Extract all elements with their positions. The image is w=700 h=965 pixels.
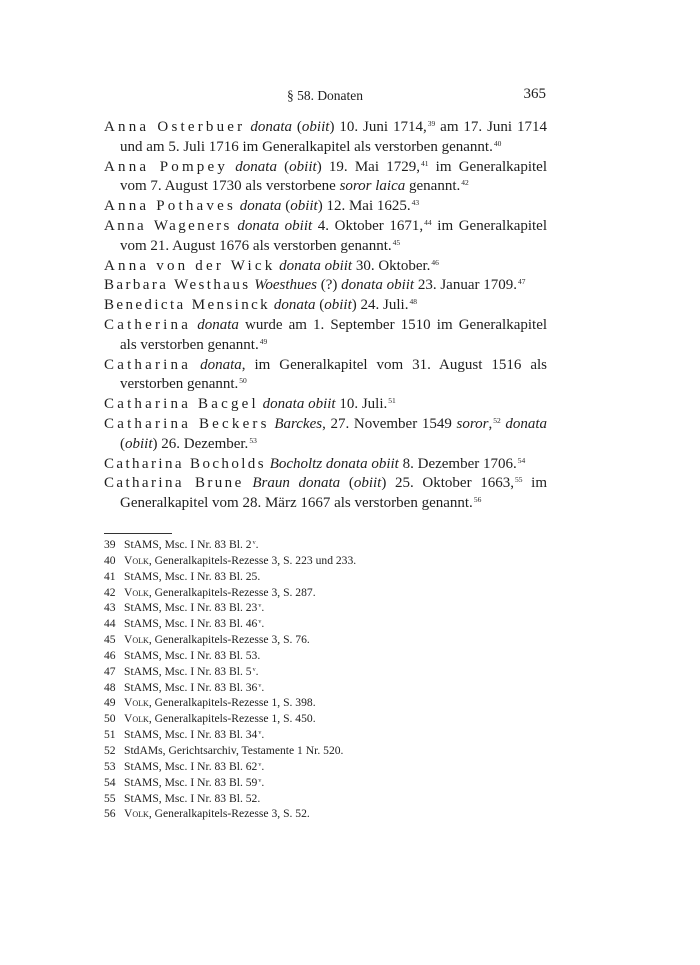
italic-term: obiit — [301, 119, 330, 135]
text-run: , 27. November 1549 — [322, 415, 457, 432]
italic-term: Braun donata — [252, 475, 341, 492]
italic-term: donata — [197, 316, 239, 333]
footnote-ref: 42 — [461, 178, 469, 188]
text-run: , im Generalkapitel vom 31. August 1516 als verstorben genannt. — [120, 356, 547, 393]
italic-term: donata obiit — [279, 257, 353, 274]
text-run — [191, 357, 200, 373]
footnote-ref: 50 — [239, 376, 247, 386]
footnote — [104, 806, 547, 822]
text-run: , Generalkapitels-Rezesse 1, S. 450. — [148, 712, 316, 726]
italic-term: Bocholtz donata obiit — [269, 455, 399, 472]
footnote — [104, 680, 547, 696]
footnote — [104, 553, 547, 569]
text-run: ( — [120, 435, 125, 452]
footnote — [104, 569, 547, 585]
footnote-ref: 40 — [493, 138, 502, 148]
author-name: Volk — [124, 553, 149, 567]
author-name: Volk — [124, 585, 149, 599]
footnote-separator — [104, 533, 172, 534]
text-run: , Generalkapitels-Rezesse 3, S. 76. — [148, 633, 310, 647]
footnote-number: 44 — [104, 617, 116, 631]
text-run: im Generalkapitel vom 21. August 1676 als verstorben genannt. — [120, 217, 548, 254]
entry — [104, 257, 547, 277]
entry-name: Catharina Bocholds — [104, 455, 266, 472]
entry-name: Catherina — [104, 316, 192, 333]
footnote — [104, 759, 547, 775]
entry — [104, 474, 547, 514]
text-run: 10. Juli. — [335, 396, 388, 413]
footnote-ref: 45 — [392, 237, 401, 247]
text-run: StAMS, Msc. I Nr. 83 Bl. 34 — [124, 728, 258, 742]
text-run: ) 25. Oktober 1663, — [381, 475, 514, 492]
text-run: 8. Dezember 1706. — [398, 455, 517, 472]
entry-name: Catharina — [104, 356, 192, 373]
text-run: StAMS, Msc. I Nr. 83 Bl. 53. — [124, 648, 261, 662]
footnote-number: 53 — [104, 759, 116, 773]
italic-term: donata — [200, 356, 242, 373]
footnote-number: 46 — [104, 648, 116, 662]
footnote-ref: 55 — [515, 475, 523, 485]
page-header — [104, 86, 546, 106]
footnote-ref: 54 — [517, 455, 526, 465]
text-run: . — [261, 775, 265, 789]
italic-term: obiit — [125, 435, 153, 452]
text-run: . — [261, 728, 265, 742]
footnote-number: 47 — [104, 664, 116, 678]
text-run: ) 19. Mai 1729, — [316, 158, 420, 175]
italic-term: obiit — [353, 475, 382, 492]
text-run: ) 12. Mai 1625. — [317, 198, 411, 215]
footnote-ref: 52 — [493, 415, 501, 425]
footnote-ref: v — [258, 682, 262, 689]
text-run: StAMS, Msc. I Nr. 83 Bl. 23 — [124, 601, 258, 615]
text-run: 23. Januar 1709. — [414, 277, 517, 294]
footnote-ref: 39 — [427, 119, 436, 128]
entry-name: Anna von der Wick — [104, 257, 276, 274]
text-run: , Generalkapitels-Rezesse 3, S. 287. — [148, 585, 316, 599]
text-run: ) 26. Dezember. — [152, 435, 249, 452]
italic-term: donata — [505, 415, 548, 432]
text-run: StAMS, Msc. I Nr. 83 Bl. 2 — [124, 538, 252, 551]
entry-list — [104, 118, 547, 514]
text-run: ( — [281, 198, 291, 215]
italic-term: donata — [250, 119, 292, 135]
footnote-number: 40 — [104, 553, 116, 567]
text-run: im Generalkapitel vom 28. März 1667 als verstorben genannt. — [120, 475, 548, 512]
entry-name: Catharina Beckers — [104, 415, 270, 432]
entry-name: Catharina Brune — [104, 475, 244, 492]
text-run: StAMS, Msc. I Nr. 83 Bl. 62 — [124, 759, 258, 773]
footnote-number: 41 — [104, 569, 116, 583]
footnote-ref: v — [252, 540, 256, 546]
entry — [104, 276, 547, 296]
text-run — [244, 475, 253, 491]
text-run: StAMS, Msc. I Nr. 83 Bl. 25. — [124, 569, 261, 583]
entry-name: Anna Osterbuer — [104, 119, 246, 135]
italic-term: soror laica — [339, 178, 406, 195]
footnote — [104, 727, 547, 743]
text-run: ( — [291, 119, 302, 135]
footnote-ref: v — [258, 619, 262, 626]
footnote-ref: v — [258, 603, 262, 610]
italic-term: donata — [239, 198, 282, 215]
footnote — [104, 791, 547, 807]
italic-term: soror — [456, 415, 489, 432]
footnote-number: 49 — [104, 696, 116, 710]
entry-name: Barbara Westhaus — [104, 277, 251, 294]
italic-term: donata — [235, 158, 277, 175]
text-run: StAMS, Msc. I Nr. 83 Bl. 46 — [124, 617, 258, 631]
italic-term: donata obiit — [237, 217, 313, 234]
author-name: Volk — [124, 712, 149, 726]
footnote-ref: 41 — [420, 158, 429, 168]
entry — [104, 158, 547, 198]
entry — [104, 217, 547, 257]
footnote — [104, 537, 547, 553]
footnote-list — [104, 537, 547, 822]
text-run: wurde am 1. September 1510 im Generalkapitel als verstorben genannt. — [120, 316, 548, 353]
entry-name: Anna Pompey — [104, 158, 229, 175]
footnote-ref: v — [258, 777, 262, 784]
footnote-number: 52 — [104, 743, 116, 757]
text-run: ( — [315, 297, 325, 314]
footnote-ref: 53 — [249, 435, 257, 445]
text-run: . — [255, 538, 259, 551]
italic-term: donata — [273, 297, 316, 314]
text-run: , — [488, 415, 493, 432]
text-run: im Generalkapitel vom 7. August 1730 als verstorbene — [120, 158, 548, 195]
footnote-ref: 56 — [473, 495, 482, 505]
footnote-number: 54 — [104, 775, 116, 789]
footnote-ref: 47 — [517, 277, 526, 287]
text-run: , Generalkapitels-Rezesse 1, S. 398. — [148, 696, 316, 710]
footnote-number: 51 — [104, 728, 116, 742]
footnote — [104, 775, 547, 791]
entry — [104, 395, 547, 415]
italic-term: obiit — [290, 198, 318, 215]
entry-name: Catharina Bacgel — [104, 396, 259, 413]
footnote-ref: 46 — [431, 257, 439, 267]
text-run: . — [255, 664, 259, 678]
footnote — [104, 585, 547, 601]
footnote-number: 43 — [104, 601, 116, 615]
footnote-number: 45 — [104, 633, 116, 647]
text-run: ) 24. Juli. — [351, 297, 409, 314]
entry — [104, 316, 547, 356]
footnote-ref: 44 — [424, 217, 432, 227]
text-run: StAMS, Msc. I Nr. 83 Bl. 5 — [124, 664, 252, 678]
footnote — [104, 600, 547, 616]
footnote-number: 56 — [104, 807, 116, 821]
text-run: . — [261, 759, 265, 773]
author-name: Volk — [124, 696, 149, 710]
text-run: ) 10. Juni 1714, — [329, 119, 427, 135]
text-run: . — [261, 601, 265, 615]
text-run: genannt. — [405, 178, 461, 195]
running-title: § 58. Donaten — [286, 88, 364, 103]
text-run: StAMS, Msc. I Nr. 83 Bl. 52. — [124, 791, 261, 805]
text-run: StAMS, Msc. I Nr. 83 Bl. 59 — [124, 775, 258, 789]
entry — [104, 197, 547, 217]
text-run: ( — [276, 158, 290, 175]
footnote-ref: 51 — [388, 396, 396, 406]
entry-name: Anna Pothaves — [104, 198, 237, 215]
footnote-number: 39 — [104, 538, 116, 551]
text-run: (?) — [317, 277, 342, 294]
footnote-ref: 48 — [409, 297, 417, 307]
entry — [104, 296, 547, 316]
footnote-ref: 43 — [411, 198, 420, 208]
italic-term: donata obiit — [262, 396, 336, 413]
text-run: am 17. Juni 1714 und am 5. Juli 1716 im Generalkapitel als verstorben genannt. — [120, 119, 548, 155]
entry-name: Benedicta Mensinck — [104, 297, 271, 314]
page-number: 365 — [523, 86, 546, 102]
footnote-ref: v — [252, 666, 256, 673]
italic-term: obiit — [324, 297, 352, 314]
author-name: Volk — [124, 807, 149, 821]
footnote — [104, 648, 547, 664]
entry — [104, 415, 547, 455]
entry — [104, 356, 547, 396]
italic-term: obiit — [289, 158, 317, 175]
footnote — [104, 711, 547, 727]
italic-term: donata obiit — [341, 277, 415, 294]
footnote-ref: v — [258, 730, 262, 737]
text-run: , Generalkapitels-Rezesse 3, S. 223 und 233. — [148, 553, 357, 567]
footnote-ref: 49 — [259, 336, 268, 346]
footnote — [104, 632, 547, 648]
entry — [104, 118, 547, 158]
italic-term: Woesthues — [254, 277, 317, 294]
footnote — [104, 743, 547, 759]
text-run: StdAMs, Gerichtsarchiv, Testamente 1 Nr. 520. — [124, 743, 344, 757]
footnote — [104, 695, 547, 711]
text-run: , Generalkapitels-Rezesse 3, S. 52. — [148, 807, 310, 821]
footnote-number: 55 — [104, 791, 116, 805]
italic-term: Barckes — [274, 415, 323, 432]
text-run: StAMS, Msc. I Nr. 83 Bl. 36 — [124, 680, 258, 694]
entry — [104, 455, 547, 475]
footnote-number: 50 — [104, 712, 116, 726]
entry-name: Anna Wageners — [104, 217, 232, 234]
footnote — [104, 616, 547, 632]
text-run: 30. Oktober. — [352, 257, 431, 274]
text-run: . — [261, 680, 265, 694]
footnote-ref: v — [258, 761, 262, 768]
footnote — [104, 664, 547, 680]
author-name: Volk — [124, 633, 149, 647]
footnote-number: 42 — [104, 585, 116, 599]
text-run: 4. Oktober 1671, — [312, 217, 424, 234]
footnote-number: 48 — [104, 680, 116, 694]
text-run: ( — [340, 475, 354, 492]
text-run: . — [261, 617, 265, 631]
